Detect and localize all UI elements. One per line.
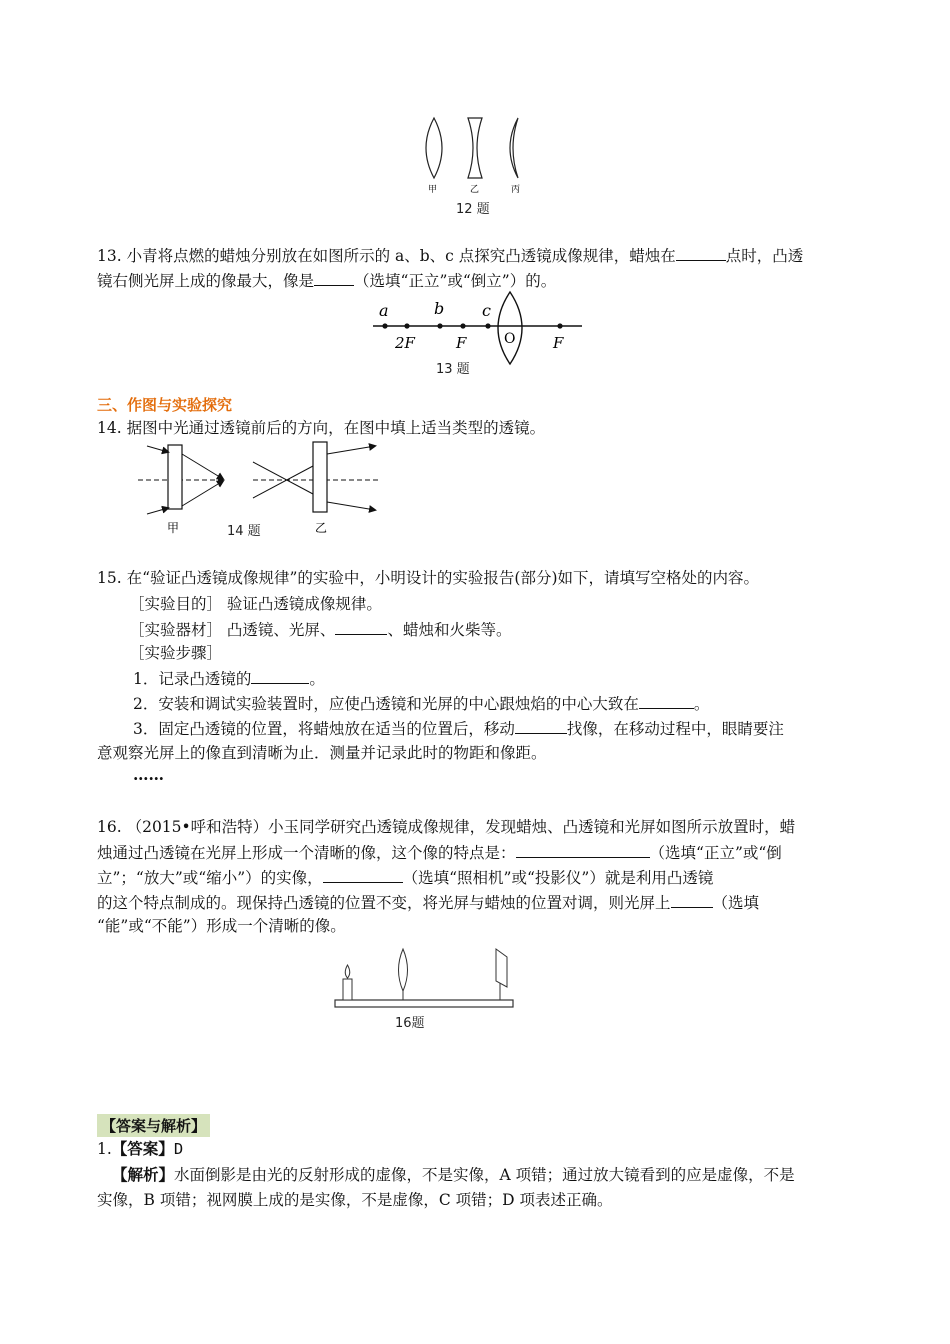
q16-blank-device[interactable] xyxy=(323,867,403,883)
label-bing: 丙 xyxy=(511,185,521,195)
q16-line2-text: 烛通过凸透镜在光屏上形成一个清晰的像，这个像的特点是： xyxy=(97,844,516,862)
answer-1 xyxy=(97,1139,183,1159)
label-o: O xyxy=(504,331,516,347)
point-2f xyxy=(404,323,409,328)
q16-blank-can[interactable] xyxy=(671,892,713,908)
q16-line1: 16. （2015•呼和浩特）小玉同学研究凸透镜成像规律，发现蜡烛、凸透镜和光屏如图所示放置时，蜡 xyxy=(97,818,796,836)
jia-lens-box xyxy=(168,445,182,509)
explanation-1-tag: 【解析】 xyxy=(112,1165,175,1184)
q15-purpose: ［实验目的］ 验证凸透镜成像规律。 xyxy=(129,595,382,613)
label-f-right: F xyxy=(553,334,564,352)
q15-step2 xyxy=(133,693,709,714)
q13-blank-point[interactable] xyxy=(676,245,726,261)
explanation-1-line1 xyxy=(112,1165,795,1185)
q13-line2-tail: （选填“正立”或“倒立”）的。 xyxy=(354,272,557,290)
figure-13-caption: 13 题 xyxy=(436,362,470,377)
figure-14 xyxy=(135,440,385,540)
figure-14-caption: 14 题 xyxy=(227,524,261,539)
lens-bing-meniscus xyxy=(510,118,518,178)
q13-line1 xyxy=(97,245,803,266)
q16-line3-tail: （选填“照相机”或“投影仪”）就是利用凸透镜 xyxy=(402,869,714,887)
light-screen xyxy=(496,949,507,987)
explanation-1-text: 水面倒影是由光的反射形成的虚像，不是实像，A 项错；通过放大镜看到的应是虚像，不是 xyxy=(174,1166,795,1184)
q15-ellipsis: …… xyxy=(133,765,164,784)
q16-line4-text: 的这个特点制成的。现保持凸透镜的位置不变，将光屏与蜡烛的位置对调，则光屏上 xyxy=(97,894,671,912)
q15-step3-tail: 找像，在移动过程中，眼睛要注 xyxy=(566,720,784,738)
q15-step1-tail: 。 xyxy=(309,670,325,688)
jia-label: 甲 xyxy=(167,521,180,535)
q15-step3 xyxy=(133,718,784,739)
optical-bench-diagram xyxy=(370,290,585,360)
label-f-left: F xyxy=(456,334,467,352)
yi-label: 乙 xyxy=(315,521,328,535)
q15-step2-text: 2．安装和调试实验装置时，应使凸透镜和光屏的中心跟烛焰的中心大致在 xyxy=(133,695,639,713)
q14-text: 14. 据图中光通过透镜前后的方向，在图中填上适当类型的透镜。 xyxy=(97,419,546,437)
point-a xyxy=(382,323,387,328)
answer-1-value: D xyxy=(173,1140,184,1158)
q15-equipment-text: ［实验器材］ 凸透镜、光屏、 xyxy=(129,621,336,639)
optical-bench xyxy=(335,1000,513,1007)
candle-lens-screen-diagram xyxy=(333,945,518,1010)
answer-1-num: 1. xyxy=(97,1140,112,1158)
q16-line4 xyxy=(97,892,759,913)
label-a: a xyxy=(379,301,389,320)
q15-steps-title: ［实验步骤］ xyxy=(129,644,223,662)
candle-body xyxy=(343,979,352,1000)
lens xyxy=(399,949,408,991)
q15-blank-equipment[interactable] xyxy=(335,619,387,635)
point-f-right xyxy=(557,323,562,328)
label-b: b xyxy=(434,299,445,318)
q15-blank-step2[interactable] xyxy=(639,693,694,709)
q16-line4-tail: （选填 xyxy=(712,894,760,912)
q15-equipment-tail: 、蜡烛和火柴等。 xyxy=(387,621,512,639)
q15-step1 xyxy=(133,668,325,689)
label-yi: 乙 xyxy=(470,185,480,195)
q13-line1-tail: 点时，凸透 xyxy=(725,247,804,265)
q15-step2-tail: 。 xyxy=(693,695,710,713)
q13-line1-text: 13. 小青将点燃的蜡烛分别放在如图所示的 a、b、c 点探究凸透镜成像规律，蜡烛在 xyxy=(97,247,676,265)
figure-12 xyxy=(418,110,530,215)
q15-step3-text: 3．固定凸透镜的位置，将蜡烛放在适当的位置后，移动 xyxy=(133,720,515,738)
lenses-diagram xyxy=(418,110,530,200)
q16-line2 xyxy=(97,842,782,863)
lens-yi-concave xyxy=(468,118,482,178)
q15-step3-cont: 意观察光屏上的像直到清晰为止．测量并记录此时的物距和像距。 xyxy=(97,744,547,762)
q16-line2-tail: （选填“正立”或“倒 xyxy=(649,844,782,862)
answer-1-tag: 【答案】 xyxy=(111,1139,174,1158)
q15-equipment xyxy=(129,619,511,640)
q15-blank-step1[interactable] xyxy=(251,668,309,684)
q16-blank-feature[interactable] xyxy=(516,842,650,858)
q13-line2-text: 镜右侧光屏上成的像最大，像是 xyxy=(97,272,315,290)
q16-line5: “能”或“不能”）形成一个清晰的像。 xyxy=(97,917,346,935)
figure-13 xyxy=(370,290,585,380)
q15-intro: 15. 在“验证凸透镜成像规律”的实验中，小明设计的实验报告(部分)如下，请填写空格处的内容。 xyxy=(97,569,760,587)
q13-blank-image[interactable] xyxy=(314,270,354,286)
point-c xyxy=(485,323,490,328)
q16-line3 xyxy=(97,867,713,888)
point-f-left xyxy=(460,323,465,328)
convex-lens xyxy=(498,292,522,364)
q15-step1-text: 1．记录凸透镜的 xyxy=(133,670,252,688)
label-jia: 甲 xyxy=(428,185,438,195)
label-2f: 2F xyxy=(395,334,415,352)
figure-12-caption: 12 题 xyxy=(456,202,490,217)
lens-jia-convex xyxy=(426,118,442,178)
label-c: c xyxy=(482,301,491,320)
yi-lens-box xyxy=(313,442,327,512)
point-b xyxy=(437,323,442,328)
figure-16 xyxy=(333,945,518,1035)
figure-16-caption: 16题 xyxy=(395,1016,425,1031)
q16-line3-text: 立”；“放大”或“缩小”）的实像， xyxy=(97,869,323,887)
q13-line2 xyxy=(97,270,556,291)
explanation-1-line2: 实像，B 项错；视网膜上成的是实像，不是虚像，C 项错；D 项表述正确。 xyxy=(97,1191,613,1209)
candle-flame xyxy=(345,965,350,978)
q15-blank-step3[interactable] xyxy=(515,718,567,734)
section-3-heading: 三、作图与实验探究 xyxy=(97,396,233,414)
answers-heading: 【答案与解析】 xyxy=(97,1114,210,1137)
